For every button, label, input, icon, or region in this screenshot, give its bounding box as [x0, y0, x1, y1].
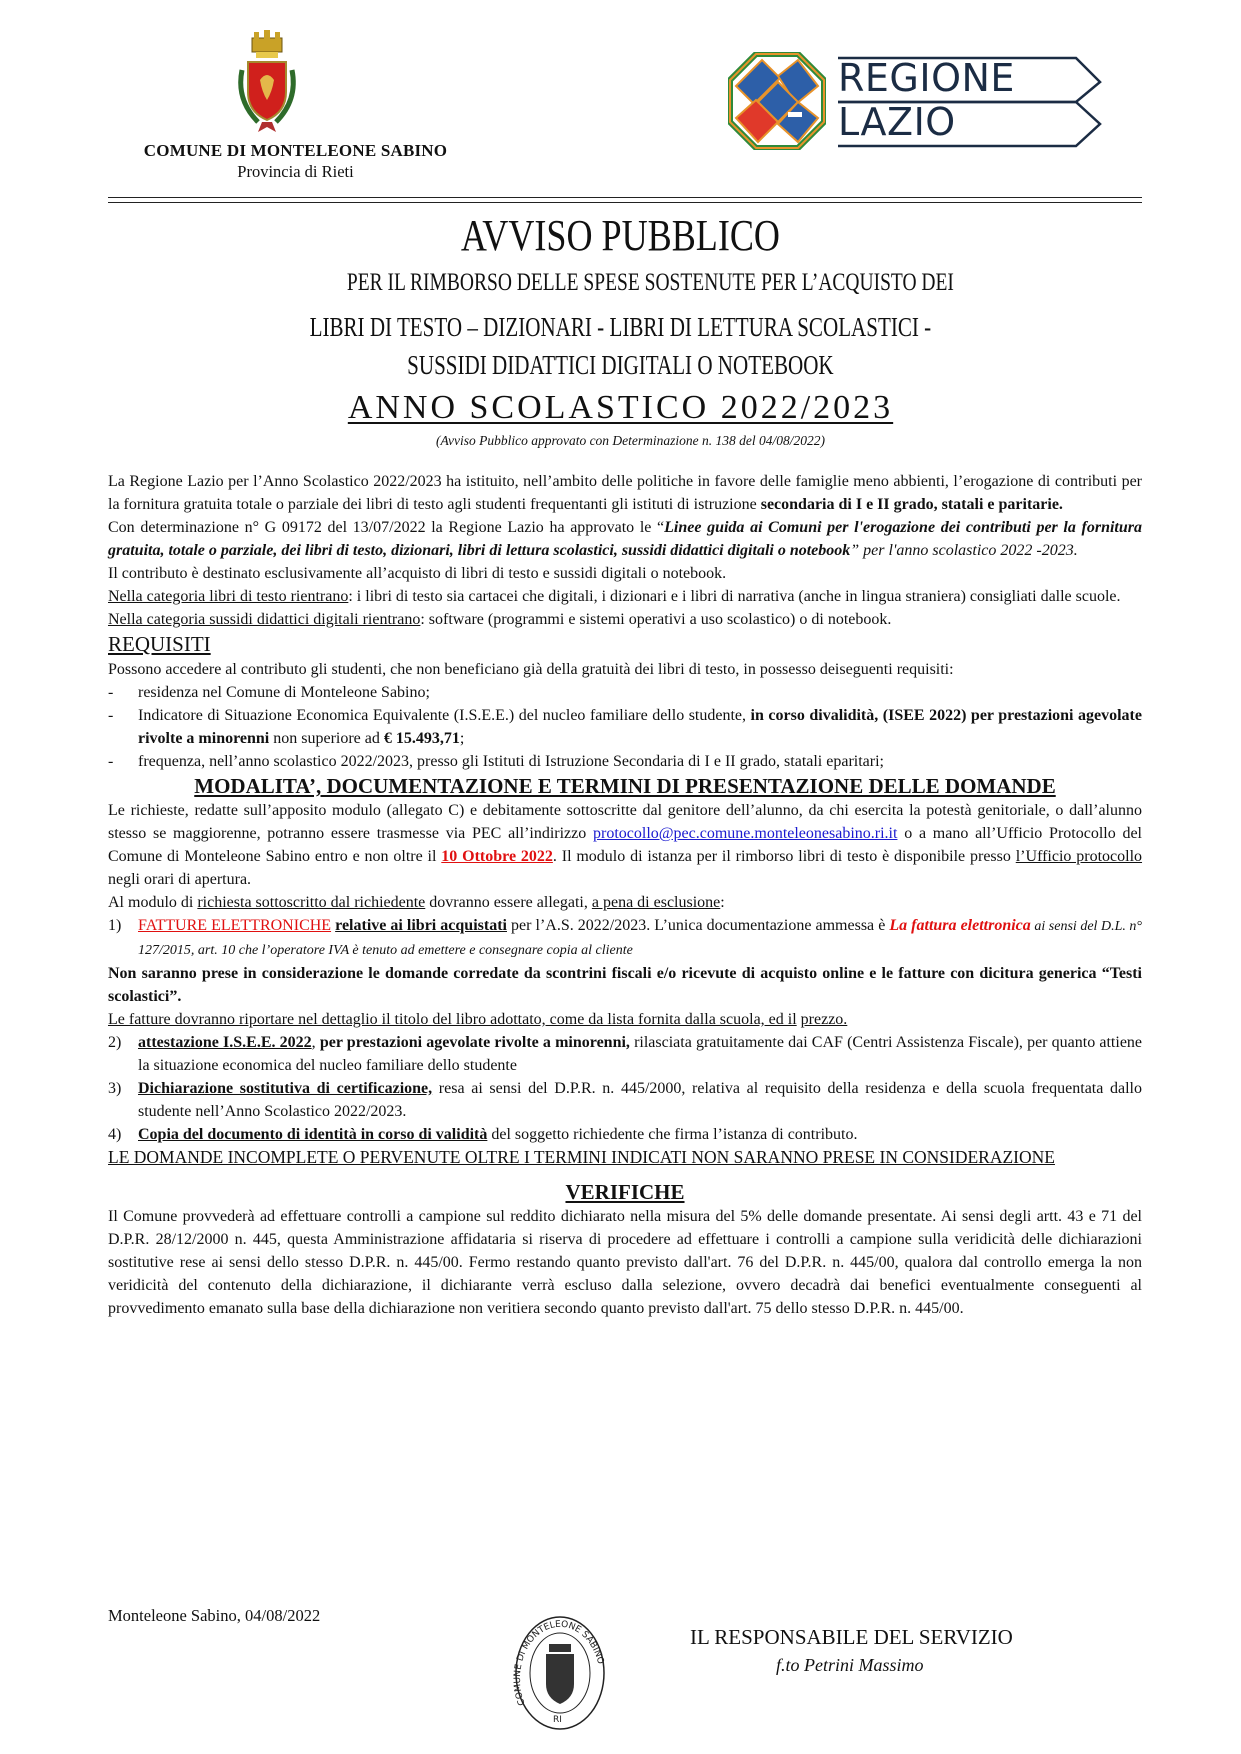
allegato-2-text: rilasciata gratuitamente dai CAF (Centri Assistenza Fiscale), per quanto attiene la situazione economica del nucleo familiare dello studente [138, 1034, 1143, 1074]
bullet-marker: - [108, 753, 114, 770]
fatture-note-prezzo: prezzo. [800, 1011, 848, 1028]
allegato-item-1-text [138, 914, 1142, 962]
ufficio-protocollo: l’Ufficio protocollo [1015, 848, 1143, 865]
modalita-p1-text-2: o a mano all’Ufficio Protocollo del Comune di Monteleone Sabino entro e non oltre il [108, 825, 1143, 865]
item-number: 4) [108, 1126, 122, 1143]
item-number: 2) [108, 1034, 122, 1051]
intro-p2-text: Con determinazione n° G 09172 del 13/07/2022 la Regione Lazio ha approvato le “ [108, 519, 665, 536]
modalita-p2-text-2: dovranno essere allegati, [425, 894, 592, 911]
title-subtitle-2: LIBRI DI TESTO – DIZIONARI - LIBRI DI LETTURA SCOLASTICI - [309, 312, 932, 342]
approval-note: (Avviso Pubblico approvato con Determinazione n. 138 del 04/08/2022) [435, 433, 826, 448]
isee-text: Indicatore di Situazione Economica Equivalente (I.S.E.E.) del nucleo familiare dello studente, [138, 707, 751, 724]
page-title: AVVISO PUBBLICO [460, 211, 780, 260]
allegato-1-legal-note: ai sensi del D.L. n° 127/2015, art. 10 che l’operatore IVA è tenuto ad emettere e consegnare copia al cliente [138, 919, 1143, 958]
category-libri-text: : i libri di testo sia cartacei che digitali, i dizionari e i libri di narrativa (anche in lingua straniera) consigliati dalle scuole. [348, 588, 1121, 605]
requisiti-item-1-text: residenza nel Comune di Monteleone Sabino; [138, 684, 430, 701]
requisiti-item-2 [108, 704, 1142, 750]
allegato-item-1 [108, 914, 1142, 962]
title-subtitle-1: PER IL RIMBORSO DELLE SPESE SOSTENUTE PER L’ACQUISTO DEI [346, 269, 954, 296]
libri-acquistati-label: relative ai libri acquistati [335, 917, 507, 934]
copia-documento-label: Copia del documento di identità in corso di validità [138, 1126, 488, 1143]
modalita-heading: MODALITA’, DOCUMENTAZIONE E TERMINI DI PRESENTAZIONE DELLE DOMANDE [194, 774, 1056, 798]
allegato-3-text: resa ai sensi del D.P.R. n. 445/2000, relativa al requisito della residenza e della scuola frequentata dallo studente nell’Anno Scolastico 2022/2023. [138, 1080, 1142, 1120]
bullet-marker: - [108, 707, 114, 724]
requisiti-item-1 [108, 681, 1142, 704]
allegato-item-4 [108, 1123, 1142, 1146]
allegato-item-2 [108, 1031, 1142, 1077]
svg-text:RI: RI [553, 1715, 562, 1725]
verifiche-text: Il Comune provvederà ad effettuare controlli a campione sul reddito dichiarato nella misura del 5% delle domande presentate. Ai sensi degli artt. 43 e 71 del D.P.R. 28/12/2000 n. 445, questa Amministrazione affidataria si riserva di procedere ad effettuare i controlli a campione sulla veridicità delle dichiarazioni sostitutive rese ai sensi dello stesso D.P.R. n. 445/00. Fermo restando quanto previsto dall'art. 76 del D.P.R. n. 445/00, qualora dal controllo emerga la non veridicità del contenuto della dichiarazione, il dichiarante verrà escluso dalla selezione, ovvero decadrà dai benefici eventualmente conseguenti al provvedimento emanato sulla base della dichiarazione non veritiera secondo quanto previsto dall'art. 75 dello stesso D.P.R. n. 445/00. [108, 1208, 1142, 1317]
incomplete-warning: LE DOMANDE INCOMPLETE O PERVENUTE OLTRE I TERMINI INDICATI NON SARANNO PRESE IN CONSIDERAZIONE [108, 1147, 1055, 1167]
provincia-label: Provincia di Rieti [237, 162, 354, 181]
requisiti-item-3-text: frequenza, nell’anno scolastico 2022/2023, presso gli Istituti di Istruzione Secondaria di I e II grado, statali eparitari; [138, 753, 884, 770]
regione-word: REGIONE [838, 56, 1015, 100]
category-libri-label: Nella categoria libri di testo rientrano [108, 588, 349, 605]
modalita-p2-tail: : [720, 894, 725, 911]
non-saranno-note: Non saranno prese in considerazione le domande corredate da scontrini fiscali e/o ricevute di acquisto online e le fatture con dicitura generica “Testi scolastici”. [108, 965, 1142, 1005]
intro-p1-bold: secondaria di I e II grado, statali e paritarie. [760, 496, 1063, 513]
modalita-p2-text: Al modulo di [108, 894, 198, 911]
intro-p2-tail: ” per l'anno scolastico 2022 -2023. [850, 542, 1078, 559]
allegato-item-3-text [138, 1077, 1142, 1123]
intro-paragraph-1 [108, 470, 1142, 516]
header-divider-bottom [108, 202, 1142, 203]
modalita-paragraph-1 [108, 799, 1142, 891]
requisiti-heading: REQUISITI [108, 632, 211, 656]
comune-coat-of-arms-logo [232, 30, 302, 135]
attestazione-isee-label: attestazione I.S.E.E. 2022 [138, 1034, 312, 1051]
intro-p1-text: La Regione Lazio per l’Anno Scolastico 2022/2023 ha istituito, nell’ambito delle politiche in favore delle famiglie meno abbienti, l’erogazione di contributi per la fornitura gratuita totale o parziale dei libri di testo agli studenti frequentanti gli istituti di istruzione [108, 473, 1142, 513]
bullet-marker: - [108, 684, 114, 701]
allegato-item-4-text [138, 1123, 1142, 1146]
regione-lazio-wordmark [838, 52, 1108, 152]
school-year-heading [0, 389, 1241, 427]
intro-section [108, 470, 1142, 1320]
richiesta-sottoscritto: richiesta sottoscritto dal richiedente [197, 894, 426, 911]
svg-text:COMUNE DI MONTELEONE SABINO: COMUNE DI MONTELEONE SABINO [513, 1619, 606, 1707]
pec-email-link[interactable]: protocollo@pec.comune.monteleonesabino.ri.it [593, 825, 898, 842]
fatture-note [108, 1008, 1142, 1031]
responsabile-title: IL RESPONSABILE DEL SERVIZIO [690, 1625, 1013, 1649]
intro-paragraph-3: Il contributo è destinato esclusivamente all’acquisto di libri di testo e sussidi digitali o notebook. [108, 565, 727, 582]
category-sussidi-text: : software (programmi e sistemi operativi a uso scolastico) o di notebook. [420, 611, 892, 628]
allegato-item-2-text [138, 1031, 1142, 1077]
intro-paragraph-4 [108, 585, 1142, 608]
signature-name: f.to Petrini Massimo [776, 1655, 924, 1675]
fatture-elettroniche-label: FATTURE ELETTRONICHE [138, 917, 332, 934]
item-number: 1) [108, 917, 122, 934]
modalita-paragraph-2 [108, 891, 1142, 914]
modalita-p1-tail: negli orari di apertura. [108, 871, 252, 888]
isee-bold: in corso divalidità, (ISEE 2022) per prestazioni agevolate rivolte a minorenni [138, 707, 1142, 747]
isee-tail: ; [459, 730, 465, 747]
requisiti-item-2-text [138, 704, 1142, 750]
regione-lazio-emblem-logo [728, 52, 826, 150]
isee-limit-text: non superiore ad [269, 730, 384, 747]
allegato-1-text: per l’A.S. 2022/2023. L’unica documentazione ammessa è [506, 917, 890, 934]
fattura-elettronica-emphasis: La fattura elettronica [889, 917, 1031, 934]
isee-amount: € 15.493,71 [383, 730, 460, 747]
allegato-4-text: del soggetto richiedente che firma l’istanza di contributo. [487, 1126, 858, 1143]
modalita-p1-text-3: . Il modulo di istanza per il rimborso libri di testo è disponibile presso [552, 848, 1016, 865]
place-date: Monteleone Sabino, 04/08/2022 [108, 1606, 321, 1625]
separator: , [311, 1034, 320, 1051]
lazio-word: LAZIO [838, 100, 956, 144]
header-divider-top [108, 197, 1142, 198]
comune-name: COMUNE DI MONTELEONE SABINO [143, 141, 448, 160]
intro-paragraph-2 [108, 516, 1142, 562]
intro-paragraph-5 [108, 608, 1142, 631]
modalita-p1-text: Le richieste, redatte sull’apposito modulo (allegato C) e debitamente sottoscritte dal genitore dell’alunno, da chi esercita la potestà genitoriale, o dall’alunno stesso se maggiorenne, potranno essere trasmesse via PEC all’indirizzo [108, 802, 1142, 842]
requisiti-item-3 [108, 750, 1142, 773]
fatture-note-text: Le fatture dovranno riportare nel dettaglio il titolo del libro adottato, come da lista fornita dalla scuola, ed il [108, 1011, 797, 1028]
allegato-item-3 [108, 1077, 1142, 1123]
pena-esclusione: a pena di esclusione [591, 894, 721, 911]
requisiti-intro: Possono accedere al contributo gli studenti, che non beneficiano già della gratuità dei libri di testo, in possesso deiseguenti requisiti: [108, 661, 954, 678]
title-subtitle-3: SUSSIDI DIDATTICI DIGITALI O NOTEBOOK [407, 350, 834, 380]
category-sussidi-label: Nella categoria sussidi didattici digitali rientrano [108, 611, 421, 628]
item-number: 3) [108, 1080, 122, 1097]
verifiche-heading: VERIFICHE [565, 1180, 685, 1204]
prestazioni-minorenni: per prestazioni agevolate rivolte a minorenni, [319, 1034, 630, 1051]
linee-guida-title: Linee guida ai Comuni per l'erogazione dei contributi per la fornitura gratuita, totale o parziale, dei libri di testo, dizionari, libri di lettura scolastici, sussidi didattici digitali o notebook [108, 519, 1142, 559]
school-year-text: ANNO SCOLASTICO 2022/2023 [347, 389, 894, 426]
comune-seal-stamp [513, 1614, 607, 1732]
dichiarazione-sostitutiva-label: Dichiarazione sostitutiva di certificazione, [138, 1080, 433, 1097]
deadline-date: 10 Ottobre 2022 [441, 848, 553, 865]
